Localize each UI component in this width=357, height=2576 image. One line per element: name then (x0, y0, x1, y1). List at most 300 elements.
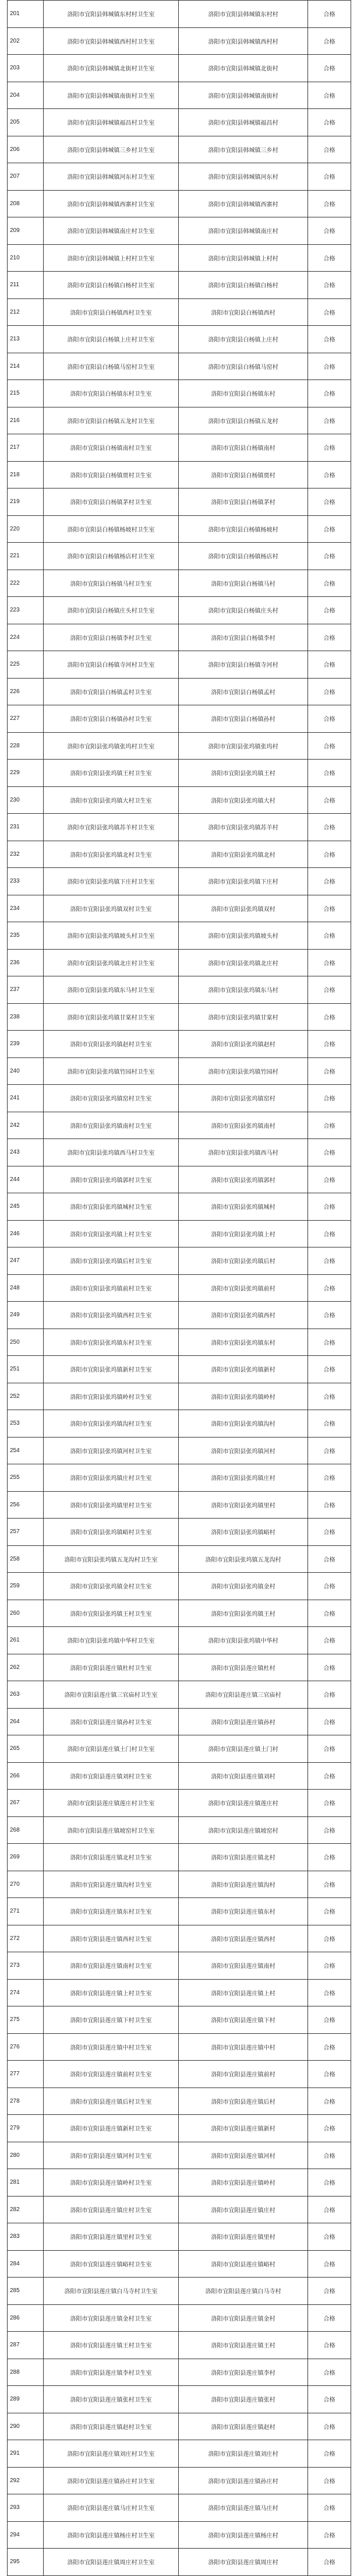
inspection-result-cell: 合格 (308, 1491, 351, 1519)
table-row (8, 624, 351, 651)
serial-number-cell: 268 (8, 1816, 44, 1844)
table-row (8, 2413, 351, 2440)
inspection-result-cell: 合格 (308, 217, 351, 245)
clinic-address-cell: 洛阳市宜阳县张坞镇后村 (179, 1247, 308, 1275)
serial-number-cell: 219 (8, 489, 44, 516)
clinic-name-cell: 洛阳市宜阳县张坞镇城村卫生室 (44, 1193, 179, 1221)
table-row (8, 2033, 351, 2061)
clinic-address-cell: 洛阳市宜阳县张坞镇上村 (179, 1220, 308, 1247)
inspection-result-cell: 合格 (308, 1057, 351, 1085)
table-row (8, 1220, 351, 1247)
clinic-name-cell: 洛阳市宜阳县莲庄镇后村卫生室 (44, 2087, 179, 2115)
table-row (8, 2549, 351, 2576)
serial-number-cell: 209 (8, 217, 44, 245)
inspection-result-cell: 合格 (308, 2521, 351, 2549)
clinic-address-cell: 洛阳市宜阳县张坞镇王村 (179, 1600, 308, 1627)
serial-number-cell: 280 (8, 2142, 44, 2169)
table-row (8, 2061, 351, 2088)
table-row (8, 1193, 351, 1221)
table-row (8, 543, 351, 570)
serial-number-cell: 235 (8, 922, 44, 950)
clinic-address-cell: 洛阳市宜阳县莲庄镇王村 (179, 2332, 308, 2359)
clinic-address-cell: 洛阳市宜阳县白杨镇茅村 (179, 489, 308, 516)
table-row (8, 570, 351, 597)
clinic-name-cell: 洛阳市宜阳县白杨镇上庄村卫生室 (44, 326, 179, 353)
serial-number-cell: 245 (8, 1193, 44, 1221)
clinic-address-cell: 洛阳市宜阳县白杨镇杨坡村 (179, 515, 308, 543)
clinic-name-cell: 洛阳市宜阳县白杨镇李村卫生室 (44, 624, 179, 651)
inspection-result-cell: 合格 (308, 651, 351, 679)
table-row (8, 298, 351, 326)
clinic-name-cell: 洛阳市宜阳县张坞镇东村卫生室 (44, 1329, 179, 1356)
serial-number-cell: 257 (8, 1519, 44, 1546)
table-row (8, 1925, 351, 1952)
clinic-name-cell: 洛阳市宜阳县莲庄镇赵村卫生室 (44, 2413, 179, 2440)
clinic-address-cell: 洛阳市宜阳县白杨镇白杨村 (179, 272, 308, 299)
inspection-result-cell: 合格 (308, 434, 351, 462)
table-row (8, 244, 351, 272)
serial-number-cell: 237 (8, 976, 44, 1004)
serial-number-cell: 276 (8, 2033, 44, 2061)
inspection-result-cell: 合格 (308, 1031, 351, 1058)
table-row (8, 407, 351, 434)
table-row (8, 2521, 351, 2549)
clinic-address-cell: 洛阳市宜阳县张坞镇河村 (179, 1437, 308, 1464)
inspection-result-cell: 合格 (308, 2494, 351, 2522)
clinic-address-cell: 洛阳市宜阳县白杨镇西村 (179, 298, 308, 326)
clinic-address-cell: 洛阳市宜阳县莲庄镇河村 (179, 2142, 308, 2169)
serial-number-cell: 221 (8, 543, 44, 570)
table-row (8, 1600, 351, 1627)
clinic-address-cell: 洛阳市宜阳县韩城镇南庄村 (179, 217, 308, 245)
table-row (8, 1735, 351, 1763)
serial-number-cell: 204 (8, 82, 44, 109)
serial-number-cell: 289 (8, 2386, 44, 2413)
clinic-address-cell: 洛阳市宜阳县白杨镇上庄村 (179, 326, 308, 353)
inspection-result-cell: 合格 (308, 489, 351, 516)
clinic-address-cell: 洛阳市宜阳县韩城镇南街村 (179, 82, 308, 109)
serial-number-cell: 259 (8, 1573, 44, 1600)
serial-number-cell: 216 (8, 407, 44, 434)
clinic-address-cell: 洛阳市宜阳县莲庄镇坡窑村 (179, 1816, 308, 1844)
inspection-result-cell: 合格 (308, 841, 351, 868)
serial-number-cell: 225 (8, 651, 44, 679)
inspection-result-cell: 合格 (308, 1356, 351, 1383)
serial-number-cell: 203 (8, 55, 44, 82)
clinic-address-cell: 洛阳市宜阳县白杨镇马村 (179, 570, 308, 597)
clinic-name-cell: 洛阳市宜阳县白杨镇孟村卫生室 (44, 678, 179, 705)
table-row (8, 678, 351, 705)
table-row (8, 814, 351, 841)
clinic-name-cell: 洛阳市宜阳县莲庄镇坡窑村卫生室 (44, 1816, 179, 1844)
serial-number-cell: 290 (8, 2413, 44, 2440)
table-row (8, 1545, 351, 1573)
inspection-result-cell: 合格 (308, 1979, 351, 2006)
clinic-name-cell: 洛阳市宜阳县白杨镇茅村卫生室 (44, 489, 179, 516)
inspection-result-cell: 合格 (308, 2169, 351, 2197)
serial-number-cell: 215 (8, 380, 44, 407)
clinic-name-cell: 洛阳市宜阳县白杨镇西村卫生室 (44, 298, 179, 326)
clinic-address-cell: 洛阳市宜阳县莲庄镇杜村 (179, 1654, 308, 1681)
clinic-address-cell: 洛阳市宜阳县韩城镇西寨村 (179, 190, 308, 217)
inspection-result-cell: 合格 (308, 1898, 351, 1925)
clinic-name-cell: 洛阳市宜阳县张坞镇甘棠村卫生室 (44, 1003, 179, 1031)
inspection-result-cell: 合格 (308, 1329, 351, 1356)
clinic-address-cell: 洛阳市宜阳县韩城镇福昌村 (179, 109, 308, 136)
clinic-name-cell: 洛阳市宜阳县莲庄镇刘庄村卫生室 (44, 2440, 179, 2468)
inspection-result-cell: 合格 (308, 298, 351, 326)
serial-number-cell: 279 (8, 2115, 44, 2142)
serial-number-cell: 295 (8, 2549, 44, 2576)
serial-number-cell: 234 (8, 895, 44, 922)
table-row (8, 1898, 351, 1925)
inspection-result-cell: 合格 (308, 1112, 351, 1139)
inspection-result-cell: 合格 (308, 624, 351, 651)
serial-number-cell: 232 (8, 841, 44, 868)
serial-number-cell: 213 (8, 326, 44, 353)
inspection-result-cell: 合格 (308, 570, 351, 597)
table-row (8, 1871, 351, 1898)
serial-number-cell: 271 (8, 1898, 44, 1925)
table-row (8, 461, 351, 489)
serial-number-cell: 214 (8, 353, 44, 380)
serial-number-cell: 263 (8, 1681, 44, 1709)
clinic-name-cell: 洛阳市宜阳县莲庄镇下村卫生室 (44, 2006, 179, 2034)
serial-number-cell: 254 (8, 1437, 44, 1464)
inspection-result-cell: 合格 (308, 1, 351, 28)
clinic-address-cell: 洛阳市宜阳县白杨镇寺河村 (179, 651, 308, 679)
clinic-address-cell: 洛阳市宜阳县张坞镇峪村 (179, 1519, 308, 1546)
clinic-name-cell: 洛阳市宜阳县莲庄镇三官庙村卫生室 (44, 1681, 179, 1709)
clinic-address-cell: 洛阳市宜阳县韩城镇河东村 (179, 163, 308, 191)
clinic-name-cell: 洛阳市宜阳县白杨镇庄头村卫生室 (44, 597, 179, 624)
table-row (8, 1, 351, 28)
clinic-address-cell: 洛阳市宜阳县白杨镇南村 (179, 434, 308, 462)
clinic-name-cell: 洛阳市宜阳县韩城镇河东村卫生室 (44, 163, 179, 191)
serial-number-cell: 286 (8, 2304, 44, 2332)
serial-number-cell: 266 (8, 1762, 44, 1790)
inspection-result-cell: 合格 (308, 109, 351, 136)
clinic-name-cell: 洛阳市宜阳县莲庄镇峪村卫生室 (44, 2250, 179, 2278)
serial-number-cell: 260 (8, 1600, 44, 1627)
inspection-result-cell: 合格 (308, 1437, 351, 1464)
table-row (8, 1247, 351, 1275)
table-row (8, 326, 351, 353)
inspection-result-cell: 合格 (308, 136, 351, 163)
table-row (8, 1681, 351, 1709)
serial-number-cell: 212 (8, 298, 44, 326)
inspection-result-cell: 合格 (308, 353, 351, 380)
clinic-address-cell: 洛阳市宜阳县张坞镇里村 (179, 1491, 308, 1519)
table-row (8, 1790, 351, 1817)
clinic-name-cell: 洛阳市宜阳县张坞镇西村卫生室 (44, 1302, 179, 1329)
clinic-name-cell: 洛阳市宜阳县莲庄镇土门村卫生室 (44, 1735, 179, 1763)
serial-number-cell: 272 (8, 1925, 44, 1952)
inspection-result-cell: 合格 (308, 1681, 351, 1709)
table-row (8, 2087, 351, 2115)
serial-number-cell: 293 (8, 2494, 44, 2522)
inspection-result-cell: 合格 (308, 2006, 351, 2034)
inspection-result-cell: 合格 (308, 244, 351, 272)
serial-number-cell: 278 (8, 2087, 44, 2115)
inspection-result-cell: 合格 (308, 272, 351, 299)
serial-number-cell: 229 (8, 760, 44, 787)
serial-number-cell: 230 (8, 786, 44, 814)
inspection-result-cell: 合格 (308, 2196, 351, 2223)
table-row (8, 2142, 351, 2169)
table-row (8, 760, 351, 787)
clinic-name-cell: 洛阳市宜阳县莲庄镇上村卫生室 (44, 1979, 179, 2006)
serial-number-cell: 269 (8, 1844, 44, 1871)
clinic-name-cell: 洛阳市宜阳县张坞镇王村卫生室 (44, 760, 179, 787)
serial-number-cell: 287 (8, 2332, 44, 2359)
serial-number-cell: 244 (8, 1166, 44, 1193)
clinic-name-cell: 洛阳市宜阳县张坞镇竹园村卫生室 (44, 1057, 179, 1085)
clinic-name-cell: 洛阳市宜阳县莲庄镇白马寺村卫生室 (44, 2278, 179, 2305)
inspection-result-cell: 合格 (308, 1410, 351, 1438)
clinic-address-cell: 洛阳市宜阳县张坞镇坡头村 (179, 922, 308, 950)
inspection-result-cell: 合格 (308, 732, 351, 760)
table-row (8, 1274, 351, 1302)
table-row (8, 1654, 351, 1681)
serial-number-cell: 255 (8, 1464, 44, 1492)
serial-number-cell: 228 (8, 732, 44, 760)
inspection-result-cell: 合格 (308, 1519, 351, 1546)
serial-number-cell: 256 (8, 1491, 44, 1519)
inspection-result-cell: 合格 (308, 515, 351, 543)
clinic-address-cell: 洛阳市宜阳县张坞镇西马村 (179, 1139, 308, 1166)
clinic-address-cell: 洛阳市宜阳县张坞镇金村 (179, 1573, 308, 1600)
clinic-name-cell: 洛阳市宜阳县张坞镇北庄村卫生室 (44, 949, 179, 976)
inspection-result-cell: 合格 (308, 2359, 351, 2386)
serial-number-cell: 277 (8, 2061, 44, 2088)
clinic-address-cell: 洛阳市宜阳县张坞镇郭村 (179, 1166, 308, 1193)
clinic-address-cell: 洛阳市宜阳县莲庄镇南村 (179, 1952, 308, 1980)
clinic-name-cell: 洛阳市宜阳县莲庄镇前村卫生室 (44, 2061, 179, 2088)
clinic-name-cell: 洛阳市宜阳县张坞镇郭村卫生室 (44, 1166, 179, 1193)
clinic-address-cell: 洛阳市宜阳县莲庄镇岭村 (179, 2169, 308, 2197)
clinic-address-cell: 洛阳市宜阳县张坞镇下庄村 (179, 868, 308, 895)
clinic-address-cell: 洛阳市宜阳县张坞镇苏羊村 (179, 814, 308, 841)
clinic-address-cell: 洛阳市宜阳县白杨镇贾村 (179, 461, 308, 489)
table-row (8, 353, 351, 380)
inspection-result-cell: 合格 (308, 760, 351, 787)
serial-number-cell: 242 (8, 1112, 44, 1139)
serial-number-cell: 233 (8, 868, 44, 895)
clinic-address-cell: 洛阳市宜阳县莲庄镇赵村 (179, 2413, 308, 2440)
clinic-address-cell: 洛阳市宜阳县张坞镇大村 (179, 786, 308, 814)
table-row (8, 2278, 351, 2305)
serial-number-cell: 294 (8, 2521, 44, 2549)
table-row (8, 217, 351, 245)
clinic-name-cell: 洛阳市宜阳县韩城镇福昌村卫生室 (44, 109, 179, 136)
inspection-result-cell: 合格 (308, 163, 351, 191)
clinic-address-cell: 洛阳市宜阳县莲庄镇刘村 (179, 1762, 308, 1790)
serial-number-cell: 208 (8, 190, 44, 217)
clinic-address-cell: 洛阳市宜阳县莲庄镇庄村 (179, 2196, 308, 2223)
clinic-address-cell: 洛阳市宜阳县莲庄镇下村 (179, 2006, 308, 2034)
table-row (8, 949, 351, 976)
clinic-name-cell: 洛阳市宜阳县莲庄镇莲庄村卫生室 (44, 1790, 179, 1817)
inspection-result-cell: 合格 (308, 1220, 351, 1247)
clinic-name-cell: 洛阳市宜阳县莲庄镇马庄村卫生室 (44, 2494, 179, 2522)
table-row (8, 434, 351, 462)
clinic-address-cell: 洛阳市宜阳县莲庄镇西村 (179, 1925, 308, 1952)
serial-number-cell: 243 (8, 1139, 44, 1166)
clinic-address-cell: 洛阳市宜阳县莲庄镇北村 (179, 1844, 308, 1871)
inspection-result-cell: 合格 (308, 1654, 351, 1681)
table-row (8, 1708, 351, 1735)
serial-number-cell: 281 (8, 2169, 44, 2197)
table-row (8, 895, 351, 922)
inspection-result-cell: 合格 (308, 190, 351, 217)
inspection-result-cell: 合格 (308, 1274, 351, 1302)
clinic-name-cell: 洛阳市宜阳县莲庄镇金村卫生室 (44, 2304, 179, 2332)
serial-number-cell: 270 (8, 1871, 44, 1898)
table-row (8, 651, 351, 679)
clinic-address-cell: 洛阳市宜阳县莲庄镇土门村 (179, 1735, 308, 1763)
clinic-name-cell: 洛阳市宜阳县莲庄镇东村卫生室 (44, 1898, 179, 1925)
table-row (8, 732, 351, 760)
inspection-result-cell: 合格 (308, 1247, 351, 1275)
serial-number-cell: 265 (8, 1735, 44, 1763)
serial-number-cell: 292 (8, 2467, 44, 2494)
inspection-result-cell: 合格 (308, 461, 351, 489)
serial-number-cell: 226 (8, 678, 44, 705)
inspection-result-cell: 合格 (308, 1762, 351, 1790)
inspection-result-cell: 合格 (308, 1085, 351, 1112)
serial-number-cell: 222 (8, 570, 44, 597)
inspection-result-cell: 合格 (308, 949, 351, 976)
clinic-address-cell: 洛阳市宜阳县张坞镇南村 (179, 1112, 308, 1139)
clinic-name-cell: 洛阳市宜阳县韩城镇上村村卫生室 (44, 244, 179, 272)
table-row (8, 841, 351, 868)
serial-number-cell: 240 (8, 1057, 44, 1085)
clinic-name-cell: 洛阳市宜阳县韩城镇西寨村卫生室 (44, 190, 179, 217)
table-row (8, 1816, 351, 1844)
clinic-name-cell: 洛阳市宜阳县白杨镇寺河村卫生室 (44, 651, 179, 679)
clinic-name-cell: 洛阳市宜阳县张坞镇河村卫生室 (44, 1437, 179, 1464)
serial-number-cell: 201 (8, 1, 44, 28)
clinic-address-cell: 洛阳市宜阳县莲庄镇杨庄村 (179, 2521, 308, 2549)
clinic-address-cell: 洛阳市宜阳县张坞镇西村 (179, 1302, 308, 1329)
serial-number-cell: 227 (8, 705, 44, 733)
inspection-result-cell: 合格 (308, 786, 351, 814)
serial-number-cell: 261 (8, 1627, 44, 1654)
inspection-result-cell: 合格 (308, 2304, 351, 2332)
clinic-name-cell: 洛阳市宜阳县张坞镇南村卫生室 (44, 1112, 179, 1139)
clinic-address-cell: 洛阳市宜阳县莲庄镇孙村 (179, 1708, 308, 1735)
clinic-address-cell: 洛阳市宜阳县张坞镇赵村 (179, 1031, 308, 1058)
clinic-name-cell: 洛阳市宜阳县白杨镇东村卫生室 (44, 380, 179, 407)
clinic-name-cell: 洛阳市宜阳县张坞镇中华村卫生室 (44, 1627, 179, 1654)
serial-number-cell: 231 (8, 814, 44, 841)
inspection-result-cell: 合格 (308, 2440, 351, 2468)
inspection-result-cell: 合格 (308, 1708, 351, 1735)
clinic-address-cell: 洛阳市宜阳县莲庄镇后村 (179, 2087, 308, 2115)
clinic-address-cell: 洛阳市宜阳县白杨镇孙村 (179, 705, 308, 733)
table-row (8, 2223, 351, 2251)
inspection-result-cell: 合格 (308, 1545, 351, 1573)
inspection-result-cell: 合格 (308, 868, 351, 895)
serial-number-cell: 236 (8, 949, 44, 976)
serial-number-cell: 262 (8, 1654, 44, 1681)
clinic-name-cell: 洛阳市宜阳县莲庄镇李村卫生室 (44, 2359, 179, 2386)
clinic-name-cell: 洛阳市宜阳县张坞镇赵村卫生室 (44, 1031, 179, 1058)
clinic-address-cell: 洛阳市宜阳县张坞镇五龙沟村 (179, 1545, 308, 1573)
clinic-name-cell: 洛阳市宜阳县白杨镇杨店村卫生室 (44, 543, 179, 570)
clinic-address-cell: 洛阳市宜阳县张坞镇前村 (179, 1274, 308, 1302)
inspection-result-cell: 合格 (308, 2033, 351, 2061)
table-row (8, 2250, 351, 2278)
clinic-address-cell: 洛阳市宜阳县张坞镇岭村 (179, 1383, 308, 1410)
inspection-result-cell: 合格 (308, 1952, 351, 1980)
inspection-result-cell: 合格 (308, 895, 351, 922)
clinic-address-cell: 洛阳市宜阳县莲庄镇上村 (179, 1979, 308, 2006)
serial-number-cell: 220 (8, 515, 44, 543)
table-row (8, 2169, 351, 2197)
clinic-address-cell: 洛阳市宜阳县莲庄镇李村 (179, 2359, 308, 2386)
serial-number-cell: 249 (8, 1302, 44, 1329)
table-row (8, 1003, 351, 1031)
clinic-address-cell: 洛阳市宜阳县张坞镇东村 (179, 1329, 308, 1356)
clinic-name-cell: 洛阳市宜阳县白杨镇五龙村卫生室 (44, 407, 179, 434)
clinic-name-cell: 洛阳市宜阳县韩城镇北街村卫生室 (44, 55, 179, 82)
table-row (8, 705, 351, 733)
inspection-result-cell: 合格 (308, 1925, 351, 1952)
serial-number-cell: 218 (8, 461, 44, 489)
clinic-name-cell: 洛阳市宜阳县莲庄镇王村卫生室 (44, 2332, 179, 2359)
table-row (8, 2006, 351, 2034)
table-row (8, 1952, 351, 1980)
clinic-name-cell: 洛阳市宜阳县白杨镇南村卫生室 (44, 434, 179, 462)
table-row (8, 922, 351, 950)
clinic-address-cell: 洛阳市宜阳县莲庄镇周庄村 (179, 2549, 308, 2576)
clinic-address-cell: 洛阳市宜阳县张坞镇双村 (179, 895, 308, 922)
clinic-name-cell: 洛阳市宜阳县张坞镇前村卫生室 (44, 1274, 179, 1302)
clinic-name-cell: 洛阳市宜阳县白杨镇白杨村卫生室 (44, 272, 179, 299)
table-row (8, 82, 351, 109)
inspection-result-cell: 合格 (308, 2061, 351, 2088)
clinic-address-cell: 洛阳市宜阳县张坞镇中华村 (179, 1627, 308, 1654)
clinic-name-cell: 洛阳市宜阳县张坞镇新村卫生室 (44, 1356, 179, 1383)
clinic-address-cell: 洛阳市宜阳县白杨镇庄头村 (179, 597, 308, 624)
clinic-name-cell: 洛阳市宜阳县韩城镇南街村卫生室 (44, 82, 179, 109)
clinic-address-cell: 洛阳市宜阳县莲庄镇白马寺村 (179, 2278, 308, 2305)
inspection-result-cell: 合格 (308, 2467, 351, 2494)
table-row (8, 1085, 351, 1112)
inspection-result-cell: 合格 (308, 705, 351, 733)
serial-number-cell: 246 (8, 1220, 44, 1247)
inspection-result-cell: 合格 (308, 2413, 351, 2440)
table-row (8, 2440, 351, 2468)
inspection-result-cell: 合格 (308, 1844, 351, 1871)
table-row (8, 2359, 351, 2386)
clinic-name-cell: 洛阳市宜阳县莲庄镇杜村卫生室 (44, 1654, 179, 1681)
clinic-name-cell: 洛阳市宜阳县张坞镇沟村卫生室 (44, 1410, 179, 1438)
clinic-address-cell: 洛阳市宜阳县韩城镇东村村 (179, 1, 308, 28)
table-row (8, 868, 351, 895)
inspection-result-cell: 合格 (308, 678, 351, 705)
table-row (8, 1844, 351, 1871)
serial-number-cell: 275 (8, 2006, 44, 2034)
clinic-address-cell: 洛阳市宜阳县白杨镇杨店村 (179, 543, 308, 570)
serial-number-cell: 202 (8, 27, 44, 55)
clinic-name-cell: 洛阳市宜阳县韩城镇东村村卫生室 (44, 1, 179, 28)
clinic-name-cell: 洛阳市宜阳县白杨镇马窑村卫生室 (44, 353, 179, 380)
serial-number-cell: 283 (8, 2223, 44, 2251)
table-row (8, 1979, 351, 2006)
